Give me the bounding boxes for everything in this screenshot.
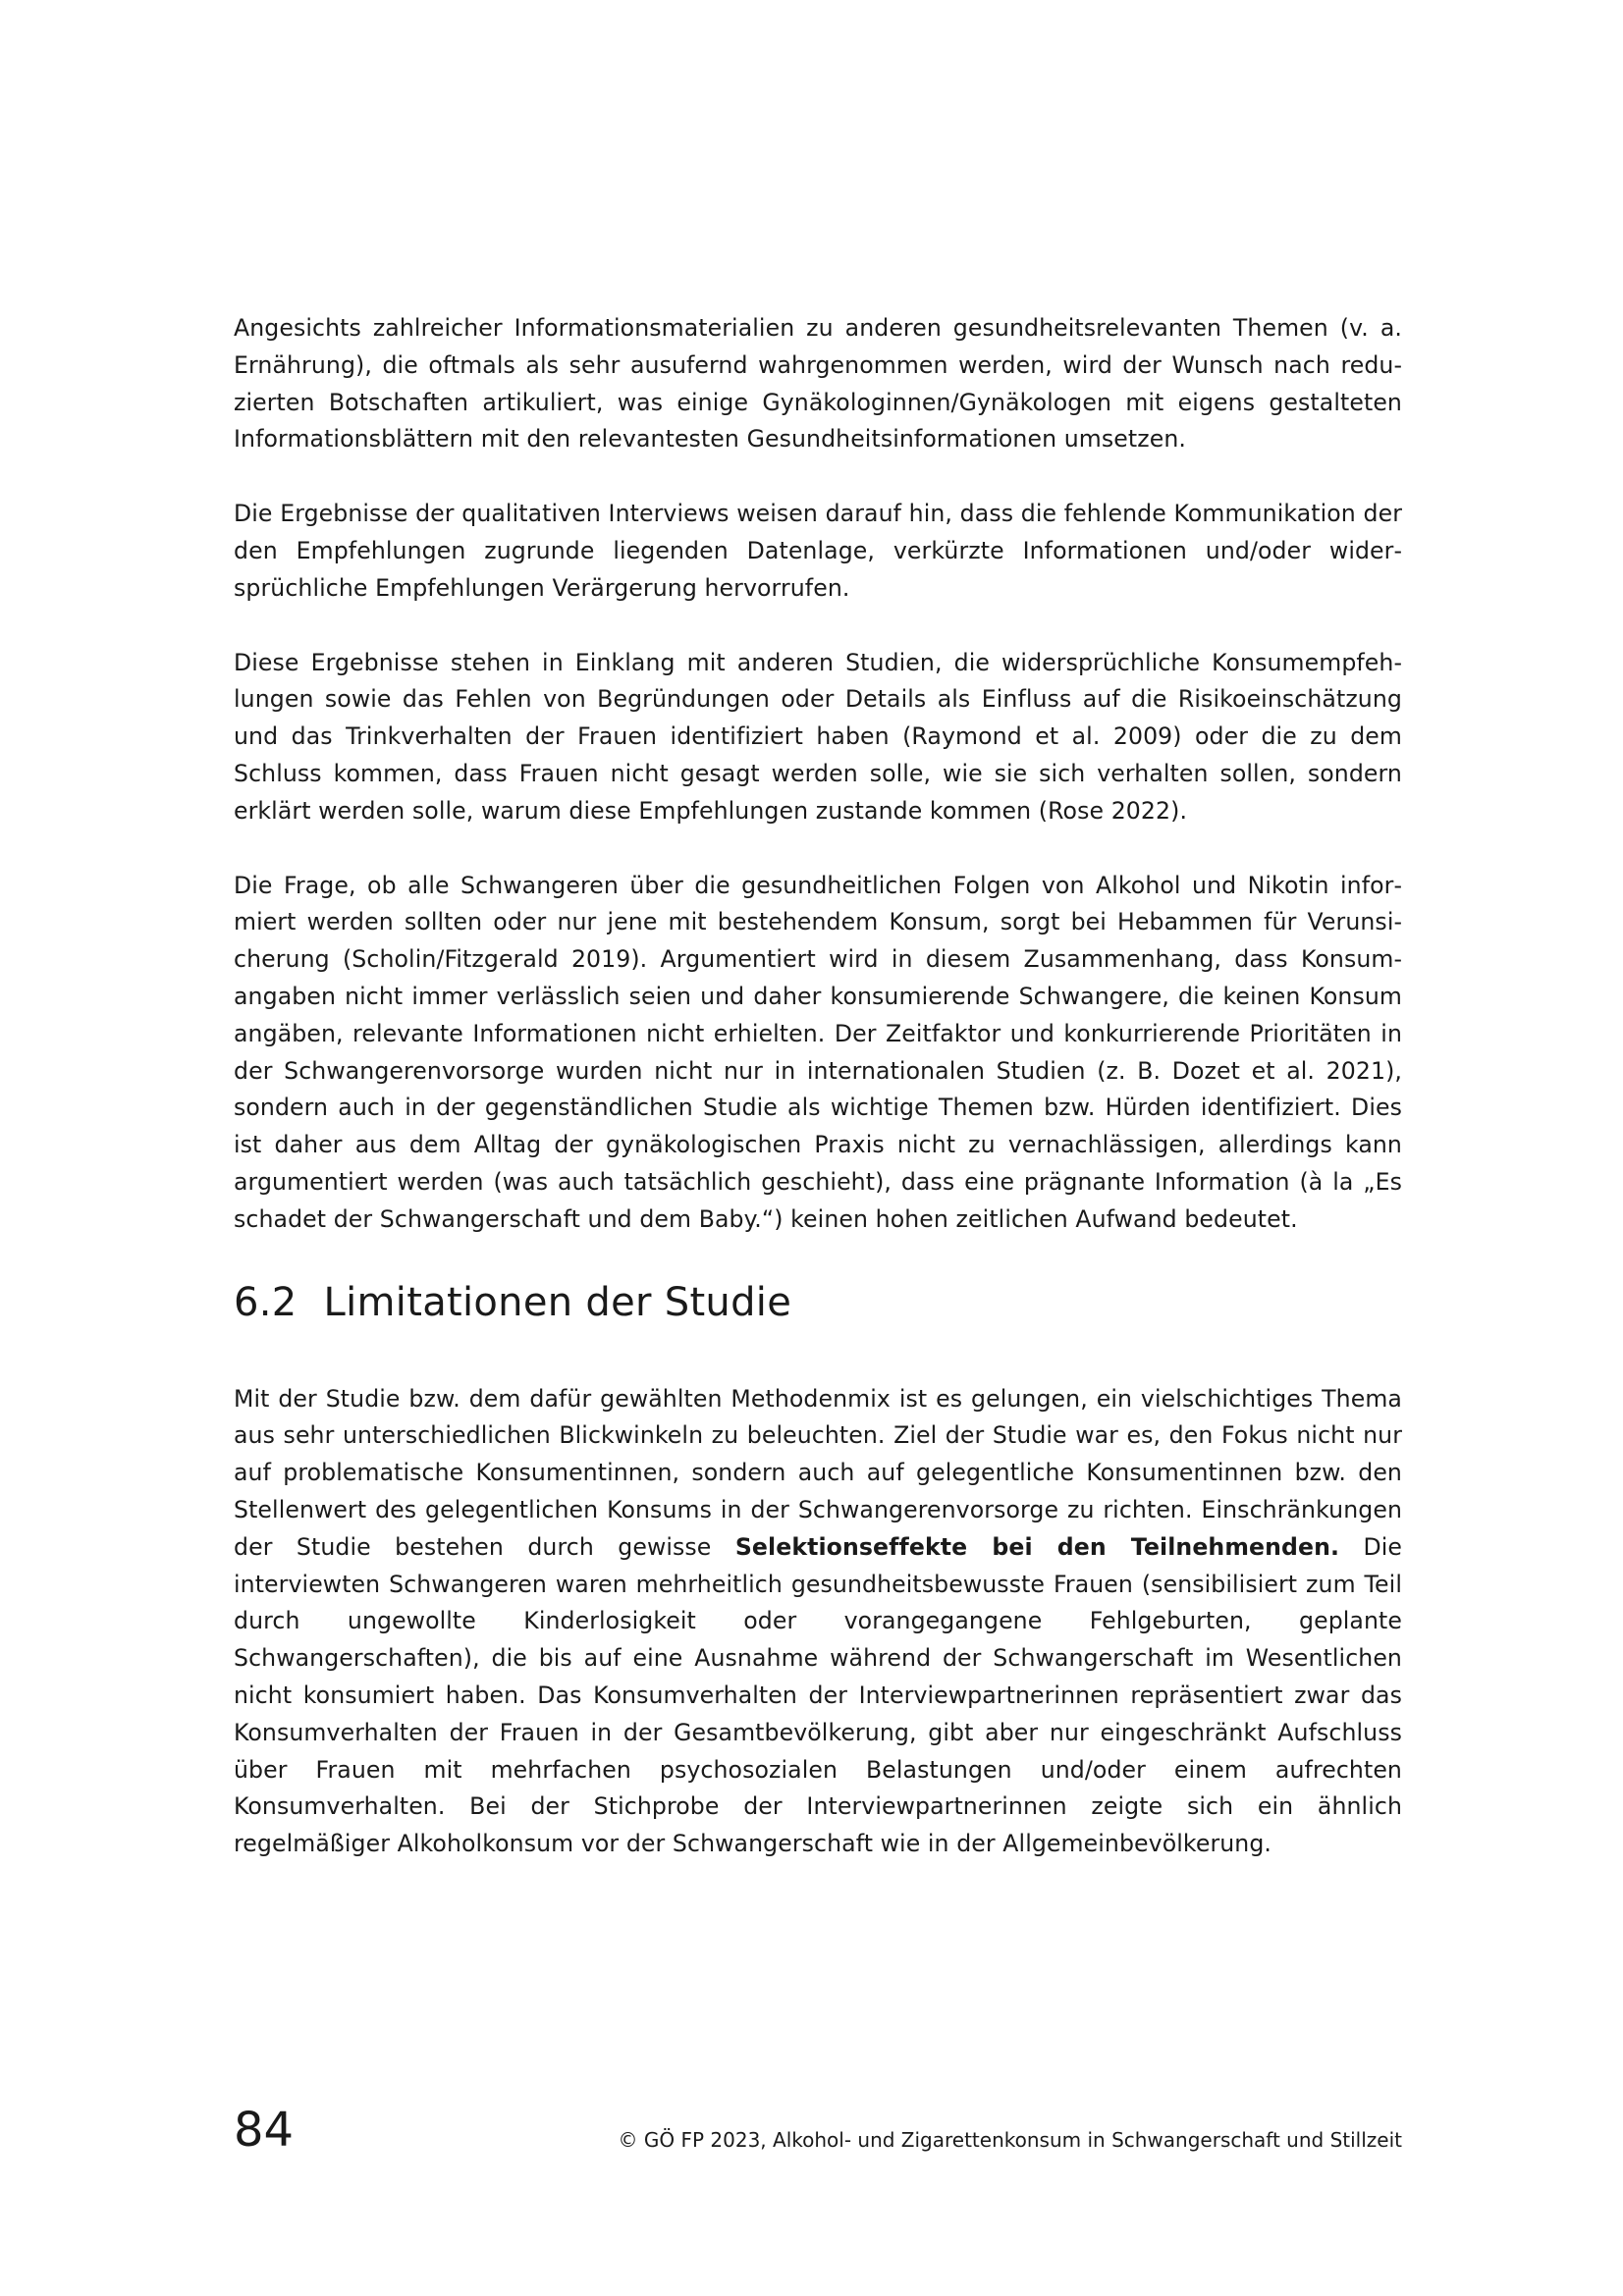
paragraph-midwives-question: Die Frage, ob alle Schwangeren über die gesundheitlichen Folgen von Alkohol und Nikotin informiert werden sollten oder nur jene mit bestehendem Konsum, sorgt bei Hebammen für Verunsicherung (Scholin/Fitzgerald 2019). Argumentiert wird in diesem Zusammenhang, dass Konsumangaben nicht immer verlässlich seien und daher konsumierende Schwangere, die keinen Konsum angäben, relevante Informationen nicht erhielten. Der Zeitfaktor und konkurrierende Prioritäten in der Schwangerenvorsorge wurden nicht nur in internationalen Studien (z. B. Dozet et al. 2021), sondern auch in der gegenständlichen Studie als wichtige Themen bzw. Hürden identifiziert. Dies ist daher aus dem Alltag der gynäkologischen Praxis nicht zu vernachlässigen, allerdings kann argumentiert werden (was auch tatsächlich geschieht), dass eine prägnante Information (à la „Es schadet der Schwangerschaft und dem Baby.“) keinen hohen zeitlichen Aufwand bedeutet. bbox=[234, 871, 1402, 1233]
page-content bbox=[234, 310, 1402, 1900]
paragraph-information-materials: Angesichts zahlreicher Informationsmaterialien zu anderen gesundheitsrelevanten Themen (v. a. Ernährung), die oftmals als sehr ausufernd wahrgenommen werden, wird der Wunsch nach reduzierten Botschaften artikuliert, was einige Gynäkologinnen/Gynäkologen mit eigens gestalteten Informationsblättern mit den relevantesten Gesundheitsinformationen umsetzen. bbox=[234, 314, 1402, 454]
section-title: Limitationen der Studie bbox=[323, 1279, 792, 1325]
page-number: 84 bbox=[234, 2103, 295, 2158]
section-number: 6.2 bbox=[234, 1279, 298, 1325]
paragraph-other-studies: Diese Ergebnisse stehen in Einklang mit anderen Studien, die widersprüchliche Konsumempfehlungen sowie das Fehlen von Begründungen oder Details als Einfluss auf die Risikoeinschätzung und das Trinkverhalten der Frauen identifiziert haben (Raymond et al. 2009) oder die zu dem Schluss kommen, dass Frauen nicht gesagt werden solle, wie sie sich verhalten sollen, sondern erklärt werden solle, warum diese Empfehlungen zustande kommen (Rose 2022). bbox=[234, 648, 1402, 825]
paragraph-interview-results: Die Ergebnisse der qualitativen Interviews weisen darauf hin, dass die fehlende Kommunikation der den Empfehlungen zugrunde liegenden Datenlage, verkürzte Informationen und/oder widersprüchliche Empfehlungen Verärgerung hervorrufen. bbox=[234, 500, 1402, 602]
limitations-text-end: Die interviewten Schwangeren waren mehrheitlich gesundheitsbewusste Frauen (sensibilisiert zum Teil durch ungewollte Kinderlosigkeit oder vorangegangene Fehlgeburten, geplante Schwangerschaften), die bis auf eine Ausnahme während der Schwangerschaft im Wesentlichen nicht konsumiert haben. Das Konsumverhalten der Interviewpartnerinnen repräsentiert zwar das Konsumverhalten der Frauen in der Gesamtbevölkerung, gibt aber nur eingeschränkt Aufschluss über Frauen mit mehrfachen psychosozialen Belastungen und/oder einem aufrechten Konsumverhalten. Bei der Stichprobe der Interviewpartnerinnen zeigte sich ein ähnlich regelmäßiger Alkoholkonsum vor der Schwangerschaft wie in der Allgemeinbevölkerung. bbox=[234, 1532, 1402, 1858]
footer-copyright: © GÖ FP 2023, Alkohol- und Zigarettenkonsum in Schwangerschaft und Stillzeit bbox=[618, 2128, 1402, 2152]
limitations-bold-phrase: Selektionseffekte bei den Teilnehmenden. bbox=[734, 1532, 1340, 1561]
section-heading bbox=[234, 1278, 1402, 1327]
limitations-text-start: Mit der Studie bzw. dem dafür gewählten Methodenmix ist es gelungen, ein vielschichtiges Thema aus sehr unterschiedlichen Blickwinkeln zu beleuchten. Ziel der Studie war es, den Fokus nicht nur auf problematische Konsumentinnen, sondern auch auf gelegentliche Konsumentinnen bzw. den Stellenwert des gelegentlichen Konsums in der Schwangerenvorsorge zu richten. Einschränkungen der Studie bestehen durch gewisse bbox=[234, 1384, 1402, 1561]
paragraph-limitations bbox=[234, 1381, 1402, 1863]
